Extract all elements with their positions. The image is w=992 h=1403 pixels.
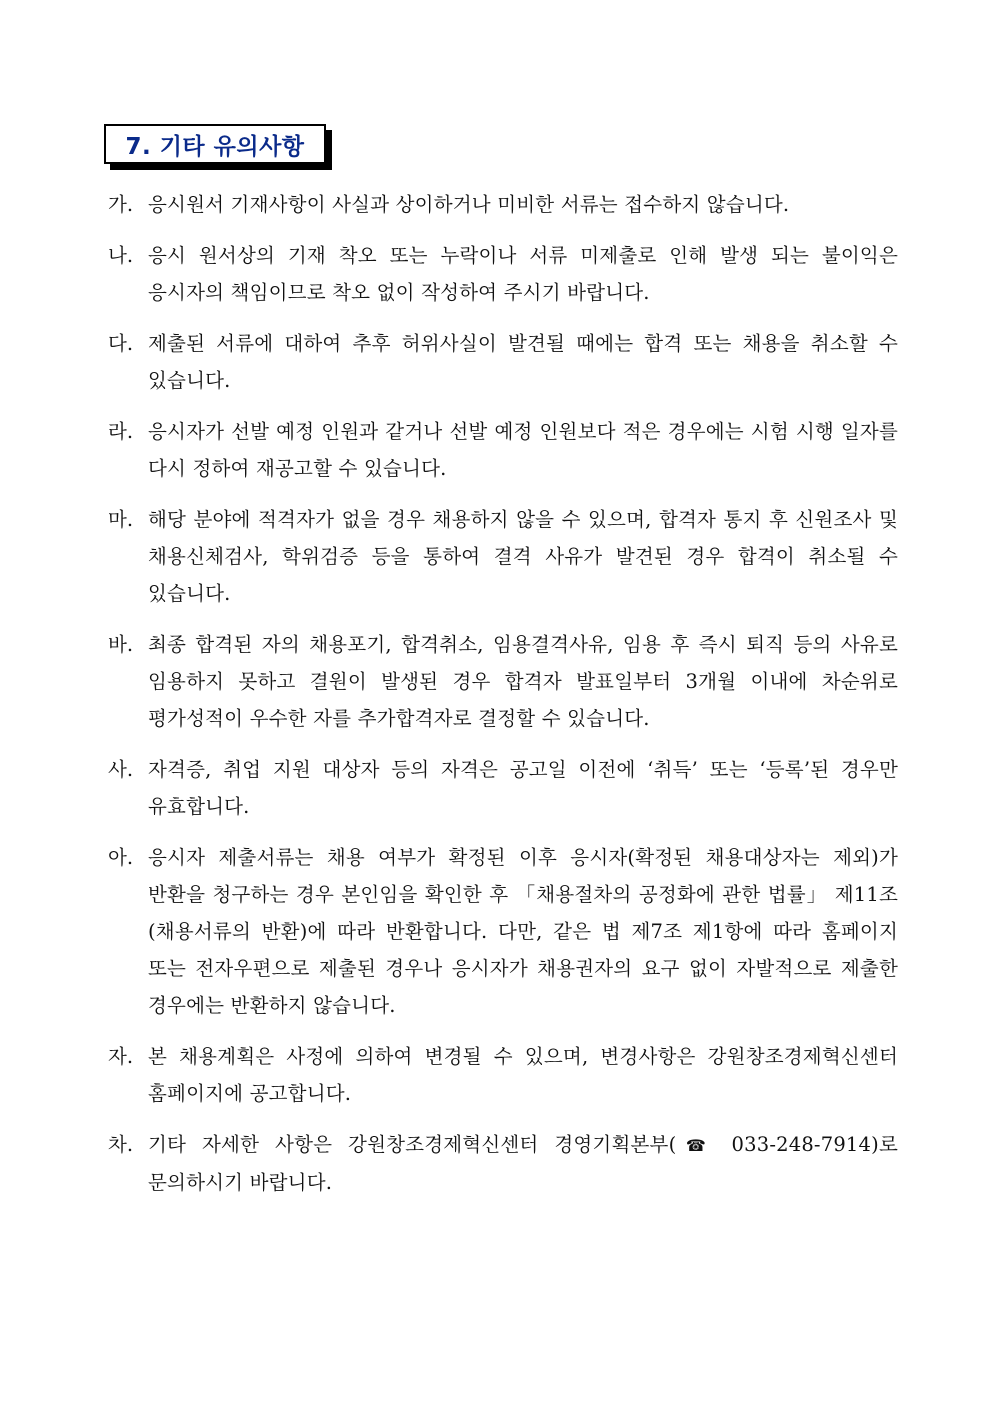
contact-phone-number: 033-248-7914 (715, 1133, 872, 1156)
note-marker: 라. (108, 420, 134, 443)
note-text: 자격증, 취업 지원 대상자 등의 자격은 공고일 이전에 ‘취득’ 또는 ‘등록’된 경우만 유효합니다. (148, 758, 898, 818)
section-title: 7. 기타 유의사항 (125, 133, 305, 160)
note-marker: 마. (108, 508, 134, 531)
note-text: 해당 분야에 적격자가 없을 경우 채용하지 않을 수 있으며, 합격자 통지 후 신원조사 및 채용신체검사, 학위검증 등을 통하여 결격 사유가 발견된 경우 합격이 취소될 수 있습니다. (148, 508, 898, 605)
note-marker: 아. (108, 846, 134, 869)
note-item-da (108, 325, 898, 399)
note-text: 본 채용계획은 사정에 의하여 변경될 수 있으며, 변경사항은 강원창조경제혁신센터 홈페이지에 공고합니다. (148, 1045, 898, 1105)
note-item-ja (108, 1038, 898, 1112)
phone-icon: ☎ (676, 1136, 716, 1155)
note-text: 응시자가 선발 예정 인원과 같거나 선발 예정 인원보다 적은 경우에는 시험 시행 일자를 다시 정하여 재공고할 수 있습니다. (148, 420, 898, 480)
note-marker: 차. (108, 1133, 134, 1156)
note-marker: 다. (108, 332, 134, 355)
section-heading-box (104, 124, 326, 164)
note-text: 응시 원서상의 기재 착오 또는 누락이나 서류 미제출로 인해 발생 되는 불이익은 응시자의 책임이므로 착오 없이 작성하여 주시기 바랍니다. (148, 244, 898, 304)
note-marker: 바. (108, 633, 134, 656)
note-text: 최종 합격된 자의 채용포기, 합격취소, 임용결격사유, 임용 후 즉시 퇴직 등의 사유로 임용하지 못하고 결원이 발생된 경우 합격자 발표일부터 3개월 이내에 차순위로 평가성적이 우수한 자를 추가합격자로 결정할 수 있습니다. (148, 633, 898, 730)
note-marker: 사. (108, 758, 134, 781)
note-item-ba (108, 626, 898, 737)
notes-list (108, 186, 898, 1215)
note-item-na (108, 237, 898, 311)
contact-note-text (148, 1126, 898, 1201)
contact-text-after: )로 문의하시기 바랍니다. (148, 1133, 899, 1194)
note-item-a (108, 839, 898, 1024)
note-item-ma (108, 501, 898, 612)
note-item-cha (108, 1126, 898, 1201)
note-item-ra (108, 413, 898, 487)
note-marker: 가. (108, 193, 134, 216)
note-text: 응시자 제출서류는 채용 여부가 확정된 이후 응시자(확정된 채용대상자는 제외)가 반환을 청구하는 경우 본인임을 확인한 후 「채용절차의 공정화에 관한 법률」 제11조(채용서류의 반환)에 따라 반환합니다. 다만, 같은 법 제7조 제1항에 따라 홈페이지 또는 전자우편으로 제출된 경우나 응시자가 채용권자의 요구 없이 자발적으로 제출한 경우에는 반환하지 않습니다. (148, 846, 898, 1017)
note-marker: 자. (108, 1045, 134, 1068)
note-item-ga (108, 186, 898, 223)
section-heading (104, 124, 326, 164)
note-text: 응시원서 기재사항이 사실과 상이하거나 미비한 서류는 접수하지 않습니다. (148, 193, 790, 216)
note-item-sa (108, 751, 898, 825)
note-marker: 나. (108, 244, 134, 267)
contact-text-before: 기타 자세한 사항은 강원창조경제혁신센터 경영기획본부( (148, 1133, 677, 1156)
note-text: 제출된 서류에 대하여 추후 허위사실이 발견될 때에는 합격 또는 채용을 취소할 수 있습니다. (148, 332, 898, 392)
